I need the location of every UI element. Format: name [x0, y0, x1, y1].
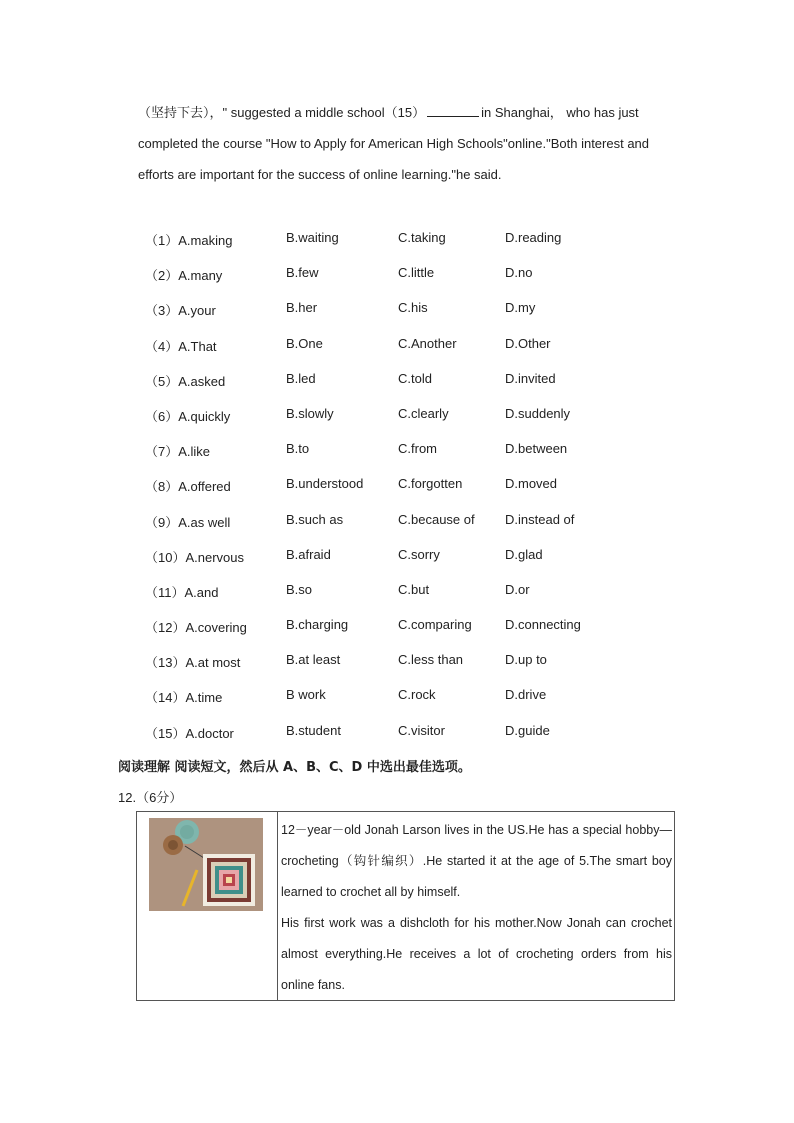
- passage-line-1: （坚持下去），" suggested a middle school（15） in Shanghai， who has just: [138, 105, 639, 120]
- option-a-text: A.many: [178, 268, 223, 284]
- option-b: B.One: [286, 335, 323, 351]
- option-a: [145, 512, 230, 531]
- card-paragraph-1: 12－year－old Jonah Larson lives in the US.He has a special hobby—crocheting（钩针编织）.He started it at the age of 5.The smart boy learned to crochet all by himself.: [281, 823, 672, 899]
- question-num: （3）: [145, 303, 179, 319]
- option-d: D.drive: [505, 687, 547, 703]
- option-a-text: A.That: [178, 338, 217, 354]
- option-d: D.or: [505, 581, 530, 597]
- option-a: [145, 687, 222, 706]
- option-a-text: A.at most: [185, 655, 241, 671]
- option-row: [145, 365, 745, 400]
- option-c: C.clearly: [398, 405, 449, 421]
- option-row: [145, 717, 745, 752]
- question-num: （9）: [145, 514, 179, 530]
- option-a-text: A.as well: [178, 514, 231, 530]
- question-num: （13）: [145, 655, 186, 671]
- option-a: [145, 582, 218, 601]
- option-a-text: A.asked: [178, 373, 226, 389]
- option-row: [145, 259, 745, 294]
- option-d: D.suddenly: [505, 405, 571, 421]
- option-d: D.no: [505, 265, 533, 281]
- option-a: [145, 476, 231, 495]
- question-num: （12）: [145, 620, 186, 636]
- question-num: （8）: [145, 479, 179, 495]
- option-d: D.guide: [505, 722, 550, 738]
- question-num: （14）: [145, 690, 186, 706]
- option-a: [145, 371, 225, 390]
- question-number: 12.（6分）: [118, 790, 183, 805]
- option-d: D.invited: [505, 370, 556, 386]
- card-image-cell: [137, 812, 278, 1000]
- option-b: B.to: [286, 441, 310, 457]
- option-row: [145, 400, 745, 435]
- option-d: D.instead of: [505, 511, 575, 527]
- option-b: B.her: [286, 300, 318, 316]
- option-a-text: A.and: [184, 584, 219, 600]
- option-d: D.my: [505, 300, 536, 316]
- option-b: B.so: [286, 581, 313, 597]
- option-a-text: A.nervous: [185, 549, 245, 565]
- option-b: B.few: [286, 265, 319, 281]
- option-row: [145, 541, 745, 576]
- option-c: C.little: [398, 265, 435, 281]
- option-row: [145, 470, 745, 505]
- option-d: D.reading: [505, 230, 562, 245]
- section-heading: 阅读理解 阅读短文，然后从 A、B、C、D 中选出最佳选项。: [118, 760, 471, 775]
- option-a: [145, 652, 240, 671]
- passage-line-2: completed the course "How to Apply for American High Schools"online."Both interest and: [138, 136, 650, 151]
- reading-card: [136, 811, 675, 1001]
- question-num: （6）: [145, 408, 179, 424]
- question-num: （15）: [145, 725, 186, 741]
- option-b: B work: [286, 687, 326, 703]
- option-c: C.taking: [398, 230, 446, 245]
- option-a: [145, 547, 244, 566]
- option-a-text: A.doctor: [185, 725, 234, 741]
- option-b: B.understood: [286, 476, 364, 492]
- option-d: D.moved: [505, 476, 558, 492]
- question-num: （11）: [145, 584, 185, 600]
- option-c: C.rock: [398, 687, 436, 703]
- option-c: C.because of: [398, 511, 475, 527]
- option-d: D.glad: [505, 546, 543, 562]
- options-list: [145, 224, 745, 752]
- option-b: B.student: [286, 722, 341, 738]
- card-paragraph-2: His first work was a dishcloth for his mother.Now Jonah can crochet almost everything.He receives a lot of crocheting orders from his online fans.: [281, 916, 672, 992]
- option-d: D.up to: [505, 652, 547, 668]
- option-c: C.his: [398, 300, 428, 316]
- passage-line-3: efforts are important for the success of online learning."he said.: [138, 167, 502, 182]
- option-d: D.Other: [505, 335, 551, 351]
- option-b: B.waiting: [286, 230, 339, 245]
- question-num: （7）: [145, 444, 179, 460]
- option-a-text: A.like: [178, 444, 211, 460]
- option-row: [145, 646, 745, 681]
- option-row: [145, 681, 745, 716]
- option-d: D.connecting: [505, 617, 581, 633]
- option-b: B.charging: [286, 617, 349, 633]
- option-b: B.led: [286, 370, 316, 386]
- option-a-text: A.making: [178, 233, 233, 248]
- option-c: C.but: [398, 581, 430, 597]
- option-c: C.told: [398, 370, 432, 386]
- option-row: [145, 576, 745, 611]
- question-num: （4）: [145, 338, 179, 354]
- option-a-text: A.quickly: [178, 408, 231, 424]
- option-a-text: A.your: [178, 303, 216, 319]
- card-text: [278, 812, 674, 1000]
- option-a-text: A.offered: [178, 479, 231, 495]
- option-a: [145, 230, 232, 249]
- option-row: [145, 330, 745, 365]
- option-a: [145, 336, 217, 355]
- option-row: [145, 435, 745, 470]
- option-c: C.forgotten: [398, 476, 463, 492]
- option-c: C.less than: [398, 652, 464, 668]
- option-a: [145, 406, 230, 425]
- option-row: [145, 224, 745, 259]
- option-a: [145, 265, 222, 284]
- option-b: B.slowly: [286, 405, 334, 421]
- option-a: [145, 723, 234, 742]
- crochet-photo-icon: [149, 818, 263, 911]
- option-a: [145, 300, 216, 319]
- question-num: （1）: [145, 233, 179, 248]
- option-b: B.such as: [286, 511, 344, 527]
- question-num: （10）: [145, 549, 186, 565]
- option-b: B.afraid: [286, 546, 331, 562]
- passage-text: [138, 97, 675, 190]
- question-num: （5）: [145, 373, 179, 389]
- option-c: C.Another: [398, 335, 457, 351]
- option-c: C.comparing: [398, 617, 472, 633]
- option-a: [145, 441, 210, 460]
- answer-blank: [427, 104, 479, 117]
- option-a-text: A.time: [185, 690, 223, 706]
- option-a: [145, 617, 247, 636]
- option-row: [145, 506, 745, 541]
- option-b: B.at least: [286, 652, 341, 668]
- option-row: [145, 611, 745, 646]
- option-c: C.visitor: [398, 722, 445, 738]
- option-c: C.sorry: [398, 546, 440, 562]
- option-row: [145, 294, 745, 329]
- question-num: （2）: [145, 268, 179, 284]
- option-d: D.between: [505, 441, 568, 457]
- option-c: C.from: [398, 441, 437, 457]
- option-a-text: A.covering: [185, 620, 247, 636]
